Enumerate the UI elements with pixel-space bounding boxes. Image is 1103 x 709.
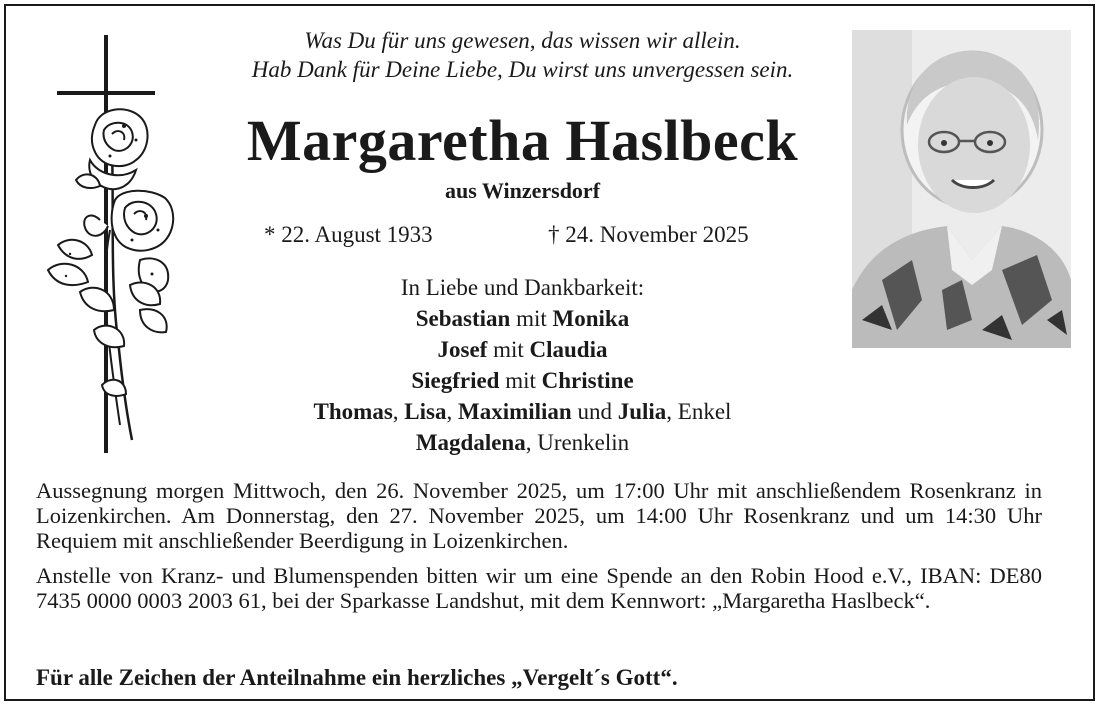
mourner-name: Monika: [552, 306, 630, 331]
mourner-name: Thomas: [313, 399, 393, 424]
birth-date: * 22. August 1933: [264, 222, 433, 247]
mourner-connector: mit: [510, 306, 553, 331]
mourner-line: [180, 396, 865, 427]
mourner-name: Magdalena: [415, 430, 526, 455]
quote-line: Hab Dank für Deine Liebe, Du wirst uns unvergessen sein.: [251, 57, 794, 82]
mourner-name: Christine: [541, 368, 634, 393]
mourner-connector: , Urenkelin: [525, 430, 630, 455]
mourner-connector: mit: [487, 337, 530, 362]
mourner-name: Josef: [437, 337, 488, 362]
deceased-name: Margaretha Haslbeck: [246, 108, 799, 173]
portrait-photo: [852, 30, 1071, 348]
mourner-name: Siegfried: [411, 368, 500, 393]
deceased-origin: aus Winzersdorf: [444, 178, 601, 203]
cross-with-roses-icon: [40, 30, 180, 455]
mourners-intro: In Liebe und Dankbarkeit:: [400, 275, 645, 300]
mourner-name: Julia: [617, 399, 667, 424]
mourner-line: [180, 427, 865, 458]
mourner-connector: und: [571, 399, 618, 424]
mourners-list: [180, 272, 865, 458]
mourner-connector: , Enkel: [666, 399, 732, 424]
mourner-name: Lisa: [404, 399, 447, 424]
service-info: [36, 478, 1042, 623]
mourner-name: Claudia: [529, 337, 608, 362]
mourner-name: Maximilian: [457, 399, 572, 424]
mourner-line: [180, 303, 865, 334]
life-dates: [180, 219, 865, 251]
quote-line: Was Du für uns gewesen, das wissen wir allein.: [304, 28, 741, 53]
mourner-line: [180, 365, 865, 396]
mourner-name: Sebastian: [415, 306, 511, 331]
closing-thanks: Für alle Zeichen der Anteilnahme ein herzliches „Vergelt´s Gott“.: [36, 665, 678, 690]
mourner-connector: ,: [392, 399, 405, 424]
death-date: † 24. November 2025: [548, 222, 749, 247]
donation-paragraph: Anstelle von Kranz- und Blumenspenden bitten wir um eine Spende an den Robin Hood e.V., IBAN: DE80 7435 0000 0003 2003 61, bei der Sparkasse Landshut, mit dem Kennwort: „Margaretha Haslbeck“.: [36, 563, 1042, 613]
memorial-quote: [180, 26, 865, 84]
mourner-line: [180, 334, 865, 365]
mourner-connector: mit: [499, 368, 542, 393]
service-paragraph: Aussegnung morgen Mittwoch, den 26. November 2025, um 17:00 Uhr mit anschließendem Rosenkranz in Loizenkirchen. Am Donnerstag, den 27. November 2025, um 14:00 Uhr Rosenkranz und um 14:30 Uhr Requiem mit anschließender Beerdigung in Loizenkirchen.: [36, 478, 1042, 553]
mourner-connector: ,: [446, 399, 458, 424]
